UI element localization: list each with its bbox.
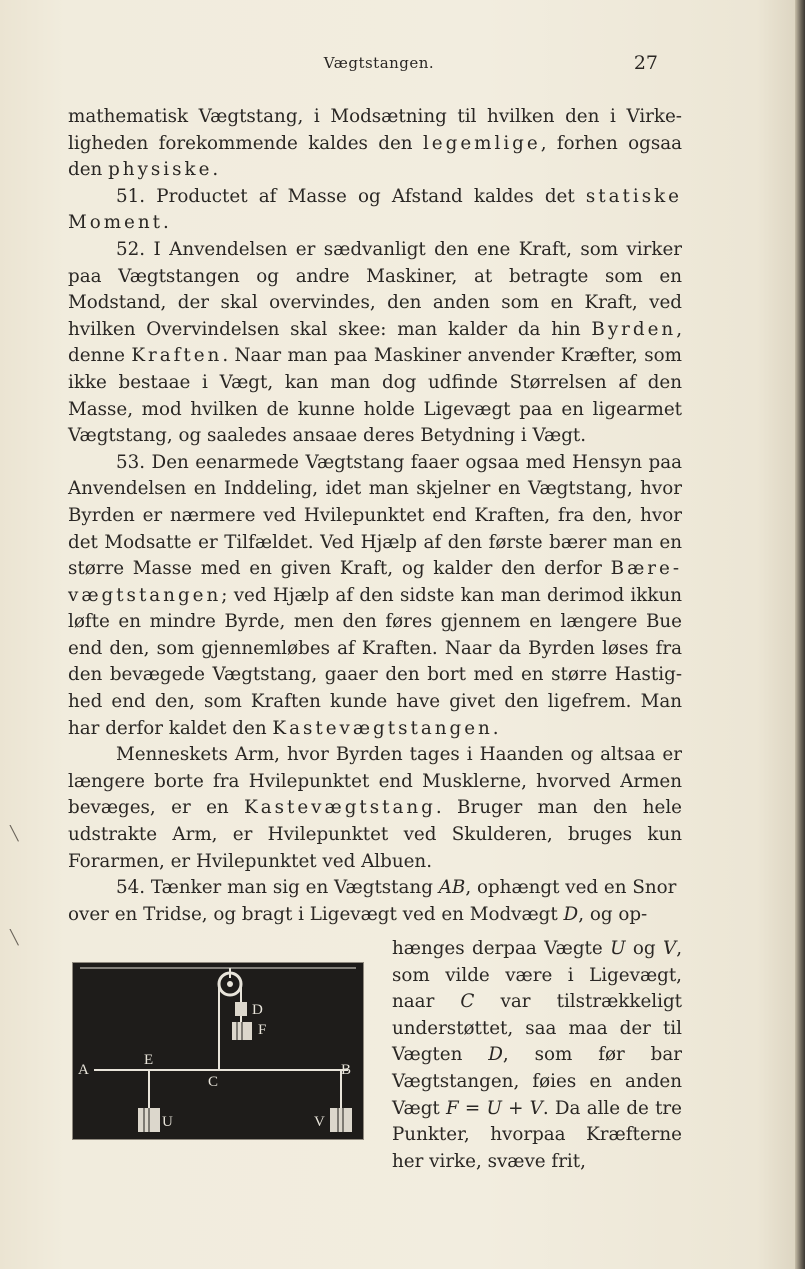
- italic-symbol: AB: [438, 877, 466, 899]
- page-edge-shadow: [795, 0, 805, 1269]
- paragraph-53: 53. Den eenarmede Vægtstang faaer ogsaa med Hensyn paa Anvendelsen en Inddeling, idet man skjelner en Vægtstang, hvor Byrden er nærmere ved Hvilepunktet end Kraften, fra den, hvor det Modsatte er Tilfældet. Ved Hjælp af den første bærer man en større Masse med en given Kraft, og kalder den derfor Bære-vægtstangen; ved Hjælp af den sidste kan man derimod ikkun løfte en mindre Byrde, men den føres gjennem en længere Bue end den, som gjennemløbes af Kraften. Naar da Byrden løses fra den bevægede Vægtstang, gaaer den bort med en større Hastig-hed end den, som Kraften kunde have givet den ligefrem. Man har derfor kaldet den Kastevægtstangen.: [68, 451, 682, 739]
- lever-figure: [72, 962, 364, 1140]
- italic-symbol: C: [460, 991, 475, 1013]
- figure-side-text: [392, 936, 682, 1175]
- emphasis: Byrden: [591, 318, 677, 340]
- label-a: A: [78, 1062, 89, 1078]
- page-number: 27: [633, 52, 658, 74]
- body-text: [68, 104, 682, 928]
- label-e: E: [144, 1052, 154, 1068]
- weight-v-icon: [330, 1108, 352, 1132]
- running-title: Vægtstangen.: [323, 54, 435, 72]
- emphasis: Kraften: [131, 345, 223, 367]
- emphasis: Kastevægtstang: [244, 797, 436, 819]
- label-u: U: [162, 1114, 173, 1130]
- emphasis: Bære-vægtstangen: [68, 558, 682, 606]
- section-number: 54.: [116, 877, 146, 899]
- label-b: B: [341, 1062, 352, 1078]
- section-number: 53.: [116, 451, 146, 473]
- emphasis: Kastevægtstangen: [272, 717, 493, 739]
- paragraph-51: 51. Productet af Masse og Afstand kaldes det statiske Moment.: [68, 185, 682, 234]
- italic-symbol: D: [488, 1044, 503, 1066]
- section-number: 52.: [116, 238, 146, 260]
- margin-mark-icon: ╲: [10, 930, 19, 946]
- label-v: V: [314, 1114, 325, 1130]
- section-number: 51.: [116, 185, 146, 207]
- emphasis: statiske Moment: [68, 185, 682, 234]
- paragraph-54: 54. Tænker man sig en Vægtstang AB, ophængt ved en Snor over en Tridse, og bragt i Ligevægt ved en Modvægt D, og op-: [68, 877, 677, 925]
- italic-symbol: V: [662, 938, 677, 959]
- weight-d-icon: [235, 1002, 247, 1016]
- italic-symbol: U: [610, 938, 626, 959]
- emphasis: legemlige: [422, 132, 541, 154]
- italic-symbol: D: [563, 903, 579, 925]
- paragraph: mathematisk Vægtstang, i Modsætning til hvilken den i Virke-ligheden forekommende kaldes den legemlige, forhen ogsaa den physiske.: [68, 106, 683, 181]
- paragraph: hænges derpaa Vægte U og V, som vilde være i Ligevægt, naar C var tilstrækkeligt understøttet, saa maa der til Vægten D, som før bar Vægtstangen, føies en anden Vægt F = U + V. Da alle de tre Punkter, hvorpaa Kræfterne her virke, svæve frit,: [392, 938, 683, 1172]
- paragraph-arm: Menneskets Arm, hvor Byrden tages i Haanden og altsaa er længere borte fra Hvilepunktet end Musklerne, hvorved Armen bevæges, er en Kastevægtstang. Bruger man den hele udstrakte Arm, er Hvilepunktet ved Skulderen, bruges kun Forarmen, er Hvilepunktet ved Albuen.: [68, 744, 682, 872]
- label-c: C: [208, 1074, 219, 1090]
- running-head: [70, 54, 688, 78]
- paragraph-52: 52. I Anvendelsen er sædvanligt den ene Kraft, som virker paa Vægtstangen og andre Maskiner, at betragte som en Modstand, der skal overvindes, den anden som en Kraft, ved hvilken Overvindelsen skal skee: man kalder da hin Byrden, denne Kraften. Naar man paa Maskiner anvender Kræfter, som ikke bestaae i Vægt, kan man dog udfinde Størrelsen af den Masse, mod hvilken de kunne holde Ligevægt paa en ligearmet Vægtstang, og saaledes ansaae deres Betydning i Vægt.: [68, 238, 683, 447]
- margin-mark-icon: ╲: [10, 826, 19, 842]
- pulley-axle: [227, 981, 233, 987]
- label-f: F: [258, 1022, 267, 1038]
- formula: F = U + V: [446, 1097, 543, 1119]
- emphasis: physiske: [108, 159, 213, 181]
- label-d: D: [252, 1002, 263, 1018]
